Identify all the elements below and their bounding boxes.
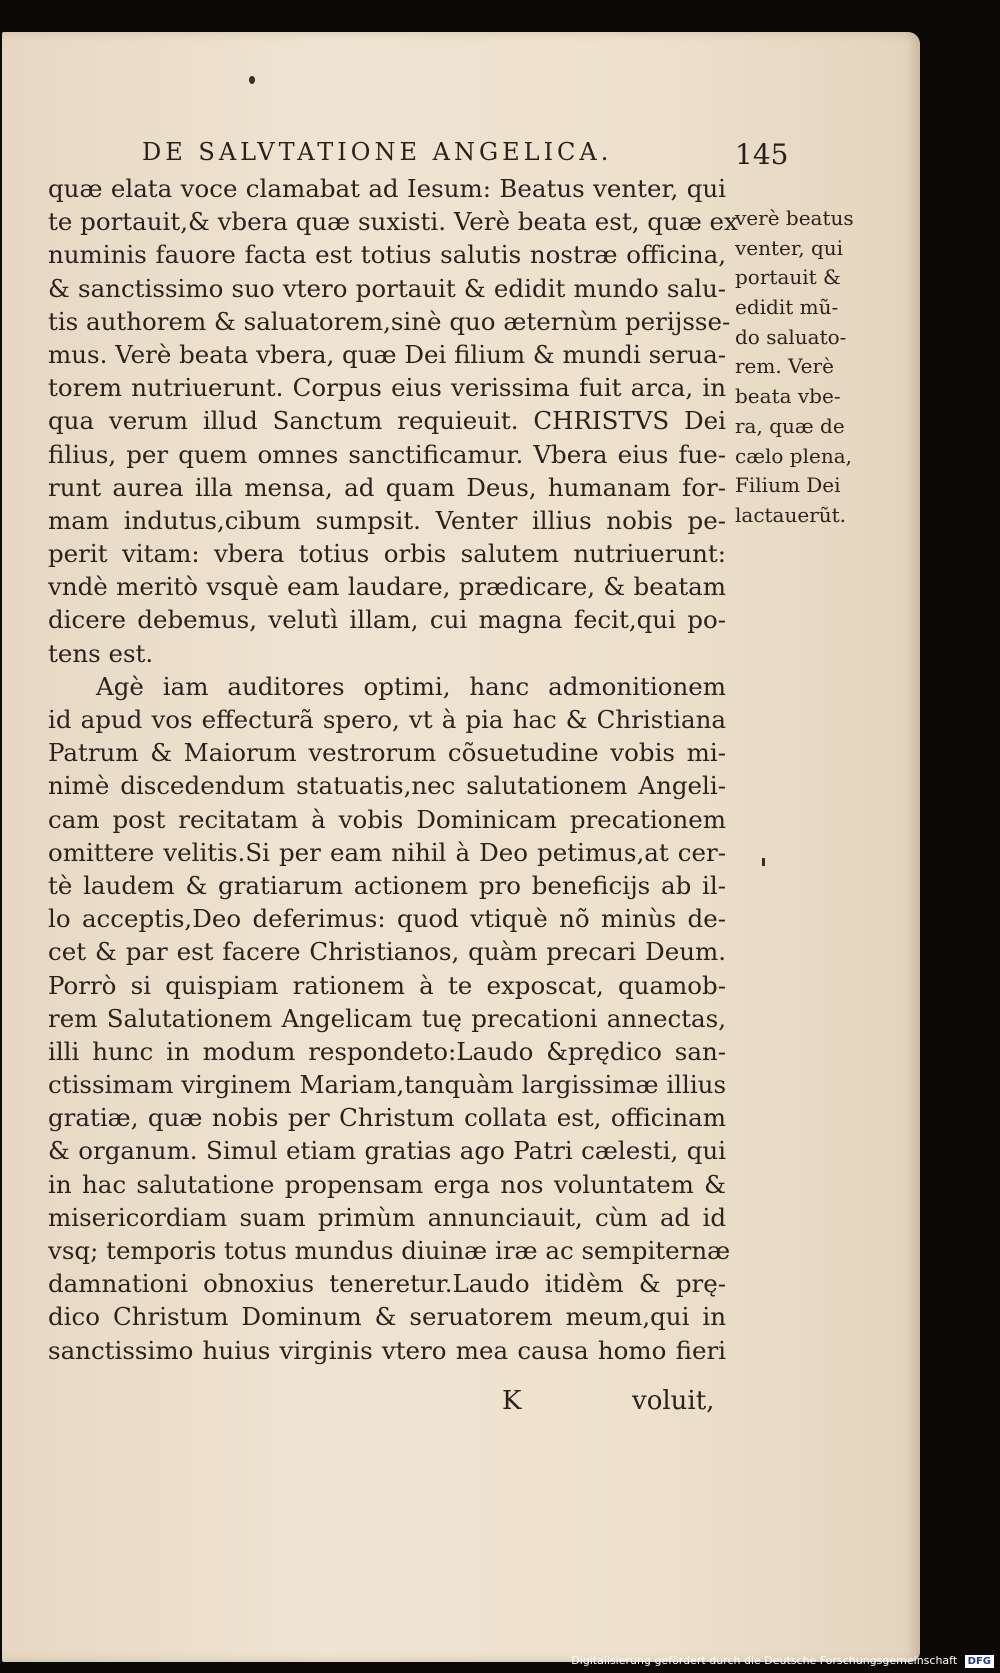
text-line: tis authorem & saluatorem,sinè quo æternùm perijsse- (48, 306, 731, 336)
text-line: qua verum illud Sanctum requieuit. CHRISTVS Dei (48, 406, 726, 436)
text-line: sanctissimo huius virginis vtero mea causa homo fieri (48, 1335, 726, 1365)
catchword: voluit, (632, 1386, 715, 1416)
text-line: runt aurea illa mensa, ad quam Deus, humanam for- (48, 472, 726, 502)
digitization-footer (571, 1653, 994, 1669)
text-line: & sanctissimo suo vtero portauit & edidit mundo salu- (48, 273, 726, 303)
ink-mark (762, 858, 765, 866)
text-line: lo acceptis,Deo deferimus: quod vtiquè nõ minùs de- (48, 904, 726, 934)
text-line: dico Christum Dominum & seruatorem meum,qui in (48, 1302, 726, 1332)
text-line: dicere debemus, velutì illam, cui magna fecit,qui po- (48, 605, 726, 635)
text-line: misericordiam suam primùm annunciauit, cùm ad id (48, 1202, 726, 1232)
margin-line: portauit & (735, 265, 841, 290)
text-line: Agè iam auditores optimi, hanc admonitionem (96, 671, 726, 701)
text-line: torem nutriuerunt. Corpus eius verissima fuit arca, in (48, 373, 726, 403)
margin-line: venter, qui (735, 235, 844, 260)
text-line: quæ elata voce clamabat ad Iesum: Beatus venter, qui (48, 174, 726, 203)
margin-line: verè beatus (735, 206, 854, 230)
text-line: Patrum & Maiorum vestrorum cõsuetudine vobis mi- (48, 738, 726, 768)
main-text-block (48, 172, 738, 1367)
margin-line: beata vbe- (735, 384, 841, 409)
text-line: damnationi obnoxius teneretur.Laudo itidèm & prę- (48, 1269, 726, 1299)
text-line: vndè meritò vsquè eam laudare, prædicare, & beatam (48, 572, 726, 602)
text-line: mam indutus,cibum sumpsit. Venter illius nobis pe- (48, 505, 726, 535)
text-line: perit vitam: vbera totius orbis salutem nutriuerunt: (48, 539, 726, 569)
text-line: te portauit,& vbera quæ suxisti. Verè beata est, quæ ex (48, 207, 738, 237)
margin-line: rem. Verè (735, 354, 834, 379)
footer-credit: Digitalisierung gefördert durch die Deutsche Forschungsgemeinschaft (571, 1654, 958, 1667)
text-line: tè laudem & gratiarum actionem pro beneficijs ab il- (48, 870, 726, 900)
text-line: illi hunc in modum respondeto:Laudo &prędico san- (48, 1036, 726, 1066)
margin-line: lactauerũt. (735, 502, 847, 527)
text-line: mus. Verè beata vbera, quæ Dei filium & mundi serua- (48, 339, 727, 369)
text-line: nimè discedendum statuatis,nec salutationem Angeli- (48, 771, 726, 801)
page-number: 145 (735, 138, 789, 171)
signature-mark: K (502, 1386, 522, 1416)
margin-line: Filium Dei (735, 473, 841, 498)
margin-line: edidit mũ- (735, 295, 839, 320)
text-line: rem Salutationem Angelicam tuę precationi annectas, (48, 1003, 726, 1033)
dfg-logo: DFG (965, 1655, 994, 1668)
text-line: cam post recitatam à vobis Dominicam precationem (48, 804, 726, 834)
text-line: cet & par est facere Christianos, quàm precari Deum. (48, 937, 726, 967)
marginal-note (735, 204, 865, 531)
margin-line: ra, quæ de (735, 413, 845, 438)
text-line: filius, per quem omnes sanctificamur. Vbera eius fue- (48, 439, 726, 469)
book-page (2, 32, 920, 1662)
text-line: in hac salutatione propensam erga nos voluntatem & (48, 1169, 726, 1199)
text-line: Porrò si quispiam rationem à te exposcat, quamob- (48, 970, 726, 1000)
text-line: omittere velitis.Si per eam nihil à Deo petimus,at cer- (48, 837, 726, 867)
text-line: ctissimam virginem Mariam,tanquàm largissimæ illius (48, 1070, 727, 1100)
margin-line: cælo plena, (735, 443, 852, 468)
running-head: DE SALVTATIONE ANGELICA. (142, 138, 613, 166)
text-line: tens est. (48, 638, 154, 668)
text-line: numinis fauore facta est totius salutis nostræ officina, (48, 240, 726, 270)
margin-line: do saluato- (735, 324, 847, 349)
text-line: & organum. Simul etiam gratias ago Patri cælesti, qui (48, 1136, 726, 1166)
text-line: id apud vos effecturã spero, vt à pia hac & Christiana (48, 705, 726, 734)
text-line: vsq; temporis totus mundus diuinæ iræ ac sempiternæ (48, 1236, 731, 1265)
ink-spot (249, 76, 255, 84)
text-line: gratiæ, quæ nobis per Christum collata est, officinam (48, 1103, 726, 1133)
